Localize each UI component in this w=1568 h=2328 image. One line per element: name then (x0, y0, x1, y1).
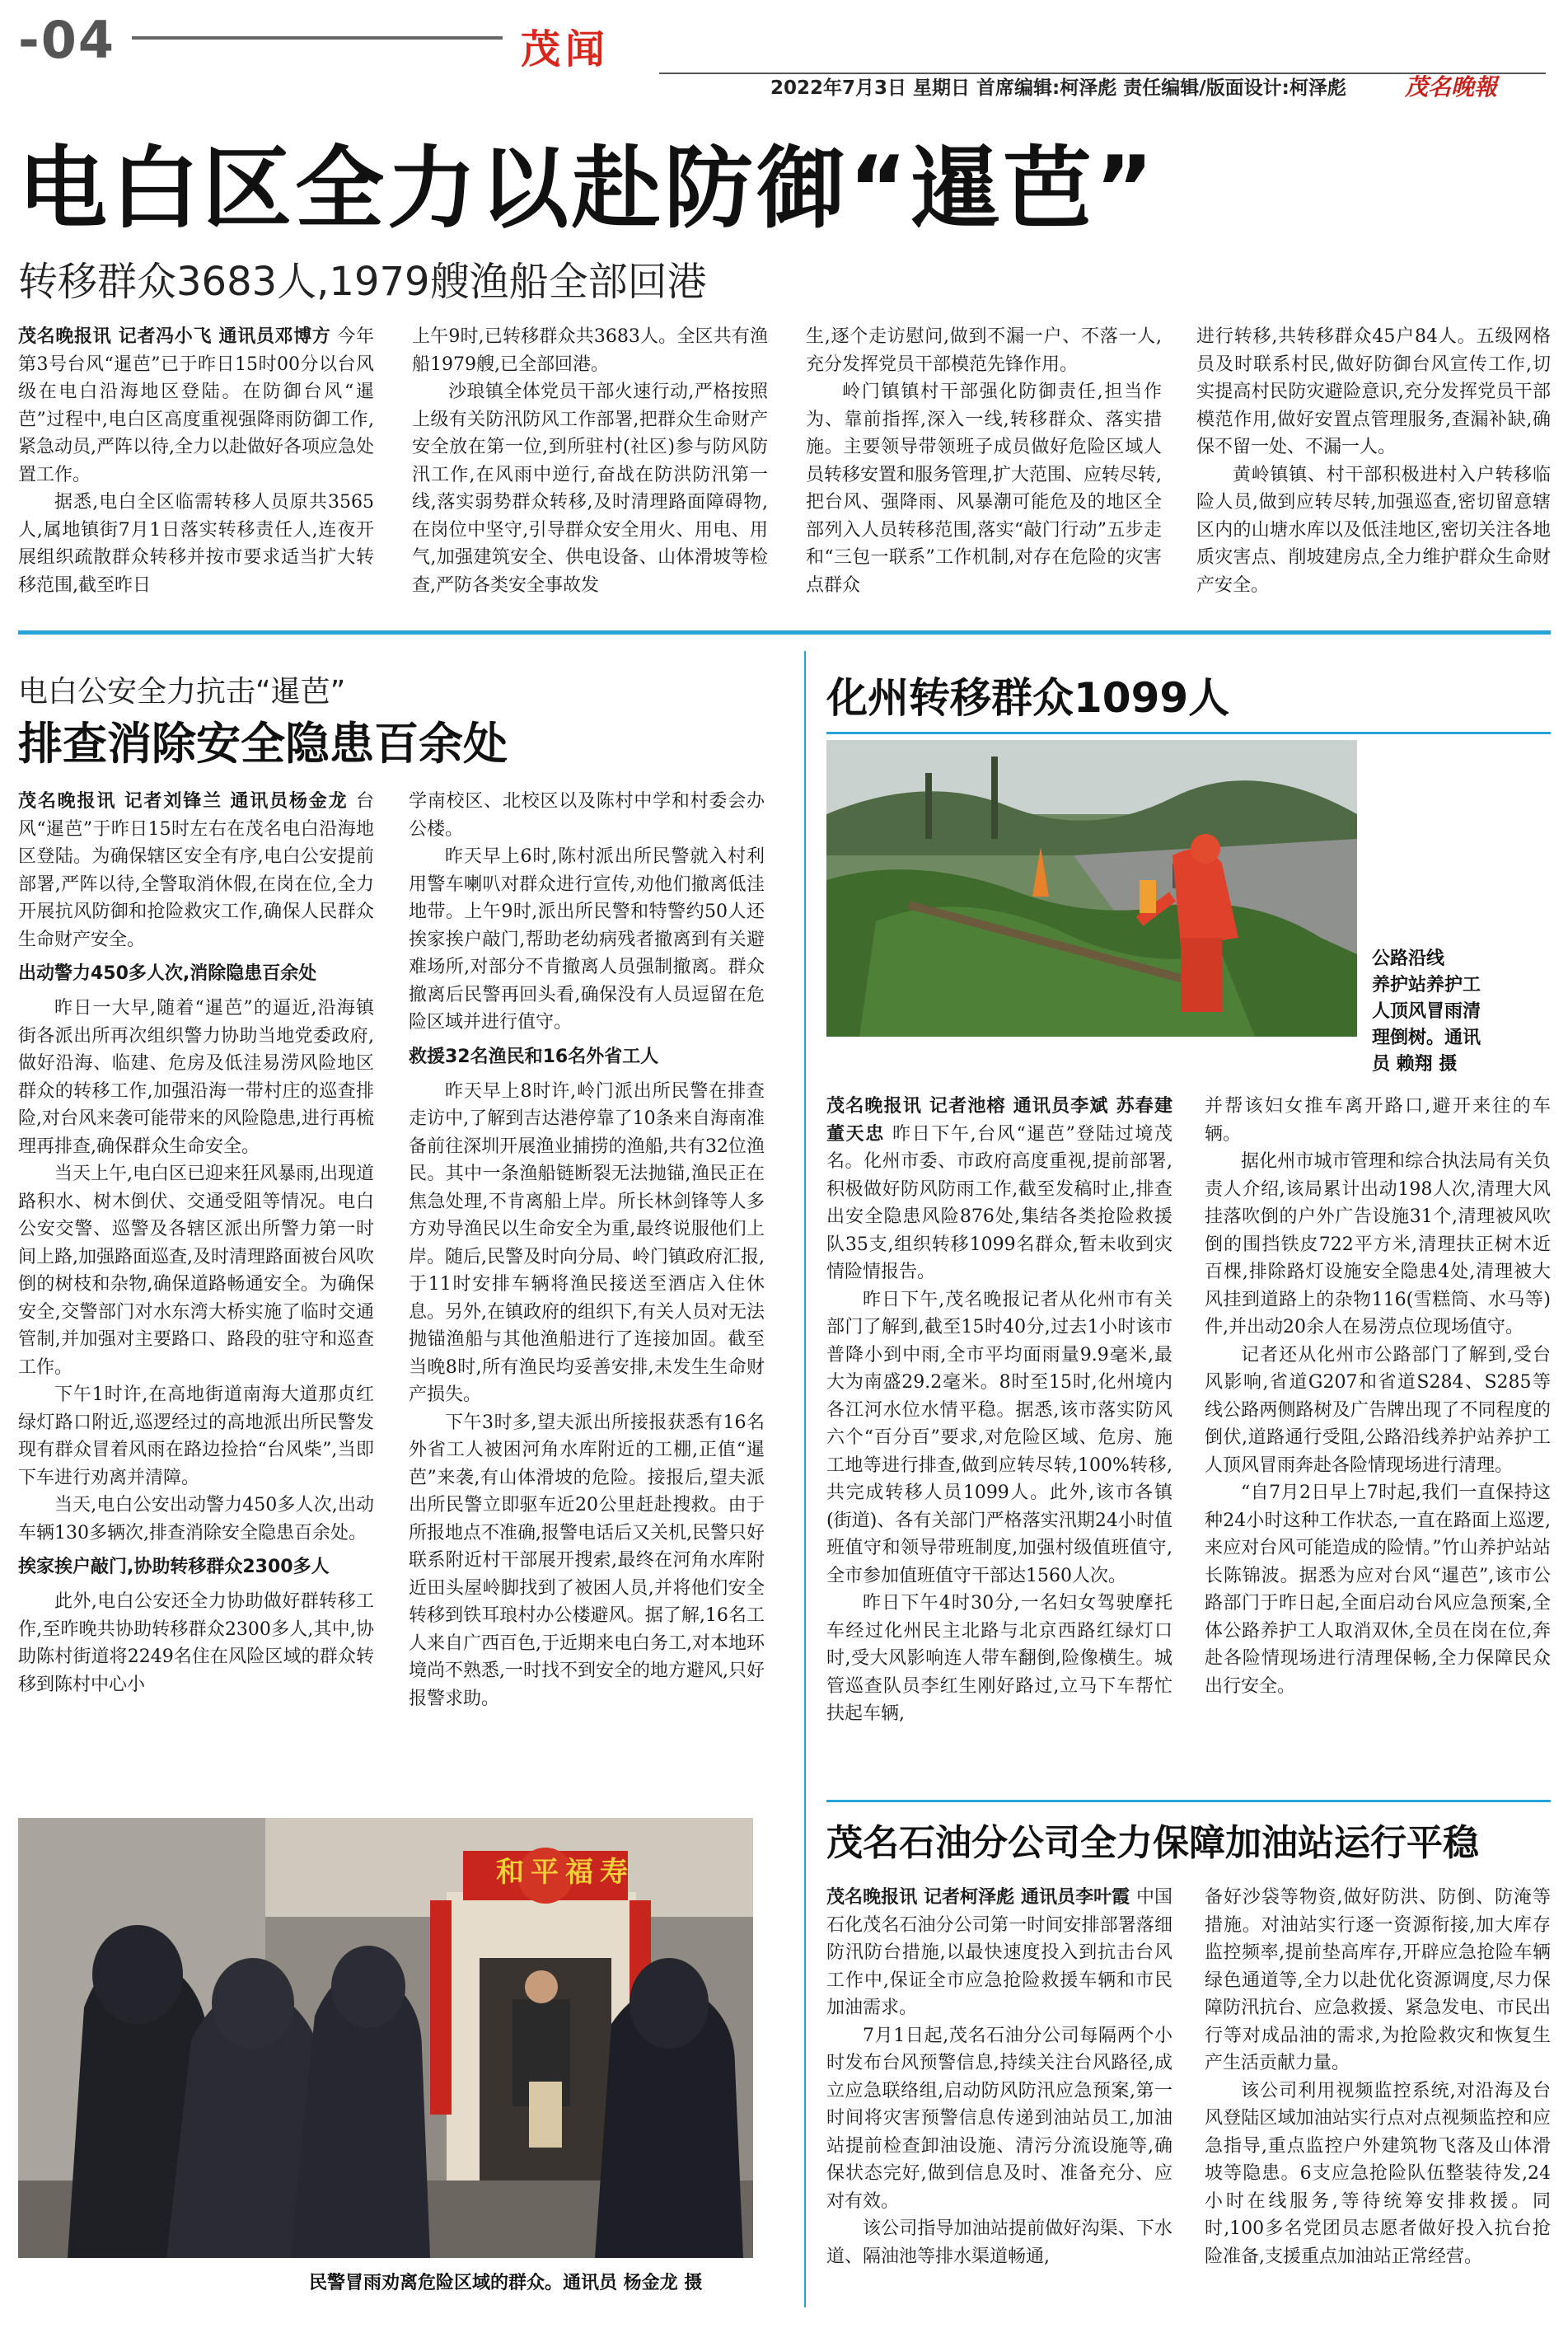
lead-col3-p2: 岭门镇镇村干部强化防御责任,担当作为、靠前指挥,深入一线,转移群众、落实措施。主要领导带领班子成员做好危险区域人员转移安置和服务管理,扩大范围、应转尽转,把台风、强降雨、风暴潮可能危及的地区全部列入人员转移范围,落实“敲门行动”五步走和“三包一联系”工作机制,对存在危险的灾害点群众 (806, 382, 1162, 596)
huazhou-photo-caption (1372, 946, 1553, 1078)
huazhou-caption-line-1: 公路沿线 (1372, 949, 1445, 969)
police-column-1 (18, 788, 374, 1801)
petro-headline: 茂名石油分公司全力保障加油站运行平稳 (826, 1822, 1479, 1864)
paragraph: 此外,电白公安还全力协助做好群转移工作,至昨晚共协助转移群众2300多人,其中,协助陈村街道将2249名住在风险区域的群众转移到陈村中心小 (18, 1591, 374, 1695)
paragraph: 当天,电白公安出动警力450多人次,出动车辆130多辆次,排查消除安全隐患百余处。 (18, 1495, 374, 1543)
paper-logo: 茂名晚報 (1405, 73, 1498, 101)
lead-col4-p1: 进行转移,共转移群众45户84人。五级网格员及时联系村民,做好防御台风宣传工作,切实提高村民防灾避险意识,充分发挥党员干部模范作用,做好安置点管理服务,查漏补缺,确保不留一处、不漏一人。 (1196, 326, 1551, 457)
lead-col3-p1: 生,逐个走访慰问,做到不漏一户、不落一人,充分发挥党员干部模范先锋作用。 (806, 326, 1162, 375)
police-photo-caption: 民警冒雨劝离危险区域的群众。通讯员 杨金龙 摄 (309, 2273, 703, 2293)
paragraph: 据化州市城市管理和综合执法局有关负责人介绍,该局累计出动198人次,清理大风挂落吹倒的户外广告设施31个,清理被风吹倒的围挡铁皮722平方米,清理扶正树木近百棵,排除路灯设施安全隐患4处,清理被大风挂到道路上的杂物116(雪糕筒、水马等)件,并出动20余人在易涝点位现场值守。 (1205, 1151, 1551, 1337)
poster-char-1: 和 (496, 1856, 524, 1889)
police-photo-illustration (18, 1818, 753, 2258)
huazhou-headline: 化州转移群众1099人 (826, 674, 1230, 722)
paragraph: 下午1时许,在高地街道南海大道那贞红绿灯路口附近,巡逻经过的高地派出所民警发现有群众冒着风雨在路边捡拾“台风柴”,当即下车进行劝离并清障。 (18, 1384, 374, 1488)
subheading: 挨家挨户敲门,协助转移群众2300多人 (18, 1557, 330, 1577)
paragraph: 昨日下午4时30分,一名妇女驾驶摩托车经过化州民主北路与北京西路红绿灯口时,受大风影响连人带车翻倒,险像横生。城管巡查队员李红生刚好路过,立马下车帮忙扶起车辆, (826, 1593, 1172, 1724)
column-divider (804, 651, 806, 2307)
police-column-2 (409, 788, 765, 1801)
petro-column-1 (826, 1884, 1172, 2312)
date-info: 2022年7月3日 星期日 首席编辑:柯泽彪 责任编辑/版面设计:柯泽彪 (770, 77, 1346, 99)
huazhou-photo-illustration (826, 740, 1357, 1037)
lead-column-1 (18, 323, 374, 610)
subheading: 救援32名渔民和16名外省工人 (409, 1046, 659, 1067)
paragraph: 并帮该妇女推车离开路口,避开来往的车辆。 (1205, 1096, 1551, 1145)
lead-headline: 电白区全力以赴防御“暹芭” (18, 138, 1157, 241)
lead-col2-p1: 上午9时,已转移群众共3683人。全区共有渔船1979艘,已全部回港。 (412, 326, 768, 375)
poster-char-2: 平 (531, 1856, 559, 1889)
section-name: 茂闻 (521, 26, 611, 73)
police-headline: 排查消除安全隐患百余处 (18, 718, 508, 770)
huazhou-caption-line-4: 理倒树。通讯 (1372, 1028, 1481, 1048)
paragraph: 7月1日起,茂名石油分公司每隔两个小时发布台风预警信息,持续关注台风路径,成立应急联络组,启动防风防汛应急预案,第一时间将灾害预警信息传递到油站员工,加油站提前检查卸油设施、清污分流设施等,确保状态完好,做到信息及时、准备充分、应对有效。 (826, 2025, 1172, 2212)
paragraph: 昨日下午,茂名晚报记者从化州市有关部门了解到,截至15时40分,过去1小时该市普降小到中雨,全市平均面雨量9.9毫米,最大为南盛29.2毫米。8时至15时,化州境内各江河水位水情平稳。据悉,该市落实防风六个“百分百”要求,对危险区域、危房、施工地等进行排查,做到应转尽转,100%转移,共完成转移人员1099人。此外,该市各镇(街道)、各有关部门严格落实汛期24小时值班值守和领导带班制度,加强村级值班值守,全市参加值班值守干部达1560人次。 (826, 1289, 1172, 1586)
petro-column-2 (1205, 1884, 1551, 2312)
paragraph: 昨天早上8时许,岭门派出所民警在排查走访中,了解到吉达港停靠了10条来自海南准备前往深圳开展渔业捕捞的渔船,共有32位渔民。其中一条渔船链断裂无法抛锚,渔民正在焦急处理,不肯离船上岸。所长林剑锋等人多方劝导渔民以生命安全为重,最终说服他们上岸。随后,民警及时向分局、岭门镇政府汇报,于11时安排车辆将渔民接送至酒店入住休息。另外,在镇政府的组织下,有关人员对无法抛锚渔船与其他渔船进行了连接加固。截至当晚8时,所有渔民均妥善安排,未发生生命财产损失。 (409, 1080, 765, 1405)
police-photo (18, 1818, 753, 2258)
lead-col2-p2: 沙琅镇全体党员干部火速行动,严格按照上级有关防汛防风工作部署,把群众生命财产安全放在第一位,到所驻村(社区)参与防风防汛工作,在风雨中逆行,奋战在防洪防汛第一线,落实弱势群众转移,及时清理路面障碍物,在岗位中坚守,引导群众安全用火、用电、用气,加强建筑安全、供电设备、山体滑坡等检查,严防各类安全事故发 (412, 382, 768, 596)
paragraph: “自7月2日早上7时起,我们一直保持这种24小时这种工作状态,一直在路面上巡逻,来应对台风可能造成的险情。”竹山养护站站长陈锦波。据悉为应对台风“暹芭”,该市公路部门于昨日起,全面启动台风应急预案,全体公路养护工人取消双休,全员在岗在位,奔赴各险情现场进行清理保畅,全力保障民众出行安全。 (1205, 1483, 1551, 1697)
paragraph (826, 1884, 1172, 2022)
lead-subhead: 转移群众3683人,1979艘渔船全部回港 (18, 259, 707, 305)
huazhou-column-2 (1205, 1093, 1551, 1785)
paragraph (18, 788, 374, 953)
lead-column-2 (412, 323, 768, 610)
lead-column-3 (806, 323, 1162, 610)
poster-char-4: 寿 (600, 1856, 628, 1889)
paragraph: 学南校区、北校区以及陈村中学和村委会办公楼。 (409, 791, 765, 840)
paragraph: 记者还从化州市公路部门了解到,受台风影响,省道G207和省道S284、S285等线公路两侧路树及广告牌出现了不同程度的倒伏,道路通行受阻,公路沿线养护站养护工人顶风冒雨奔赴各险情现场进行清理。 (1205, 1344, 1551, 1476)
huazhou-column-1 (826, 1093, 1172, 1785)
huazhou-photo (826, 740, 1357, 1037)
header-rule-left (132, 36, 503, 40)
paragraph: 备好沙袋等物资,做好防洪、防倒、防淹等措施。对油站实行逐一资源衔接,加大库存监控频率,提前垫高库存,开辟应急抢险车辆绿色通道等,全力以赴优化资源调度,尽力保障防汛抗台、应急救援、紧急发电、市民出行等对成品油的需求,为抢险救灾和恢复生产生活贡献力量。 (1205, 1887, 1551, 2073)
byline: 茂名晚报讯 记者池榕 通讯员李斌 苏春建 董天忠 (826, 1096, 1172, 1145)
huazhou-caption-line-5: 员 赖翔 摄 (1372, 1054, 1458, 1075)
lead-divider (18, 630, 1551, 635)
paragraph-text: 中国石化茂名石油分公司第一时间安排部署落细防汛防台措施,以最快速度投入到抗击台风工作中,保证全市应急抢险救援车辆和市民加油需求。 (826, 1887, 1172, 2018)
paragraph-text: 昨日下午,台风“暹芭”登陆过境茂名。化州市委、市政府高度重视,提前部署,积极做好防风防雨工作,截至发稿时止,排查出安全隐患风险876处,集结各类抢险救援队35支,组织转移1099名群众,暂未收到灾情险情报告。 (826, 1123, 1172, 1282)
byline: 茂名晚报讯 记者刘锋兰 通讯员杨金龙 (18, 791, 356, 812)
lead-col1-p2: 据悉,电白全区临需转移人员原共3565人,属地镇街7月1日落实转移责任人,连夜开展组织疏散群众转移并按市要求适当扩大转移范围,截至昨日 (18, 492, 374, 596)
lead-byline: 茂名晚报讯 记者冯小飞 通讯员邓博方 (18, 326, 331, 347)
petro-top-rule (826, 1800, 1551, 1802)
poster-char-3: 福 (565, 1856, 593, 1889)
byline: 茂名晚报讯 记者柯泽彪 通讯员李叶霞 (826, 1887, 1136, 1908)
lead-col4-p2: 黄岭镇镇、村干部积极进村入户转移临险人员,做到应转尽转,加强巡查,密切留意辖区内的山塘水库以及低洼地区,密切关注各地质灾害点、削坡建房点,全力维护群众生命财产安全。 (1196, 464, 1551, 596)
huazhou-caption-line-2: 养护站养护工 (1372, 975, 1481, 995)
page-number: -04 (18, 10, 116, 70)
subheading: 出动警力450多人次,消除隐患百余处 (18, 963, 317, 984)
paragraph: 昨日一大早,随着“暹芭”的逼近,沿海镇街各派出所再次组织警力协助当地党委政府,做好沿海、临建、危房及低洼易涝风险地区群众的转移工作,加强沿海一带村庄的巡查排险,对台风来袭可能带来的风险隐患,进行再梳理再排查,确保群众生命安全。 (18, 998, 374, 1157)
paragraph: 下午3时多,望夫派出所接报获悉有16名外省工人被困河角水库附近的工棚,正值“暹芭”来袭,有山体滑坡的危险。接报后,望夫派出所民警立即驱车近20公里赶赴搜救。由于所报地点不准确,报警电话后又关机,民警只好联系附近村干部展开搜索,最终在河角水库附近田头屋岭脚找到了被困人员,并将他们安全转移到铁耳琅村办公楼避风。据了解,16名工人来自广西百色,于近期来电白务工,对本地环境尚不熟悉,一时找不到安全的地方避风,只好报警求助。 (409, 1412, 765, 1709)
paragraph-text: 台风“暹芭”于昨日15时左右在茂名电白沿海地区登陆。为确保辖区安全有序,电白公安提前部署,严阵以待,全警取消休假,在岗在位,全力开展抗风防御和抢险救灾工作,确保人民群众生命财产安全。 (18, 791, 374, 950)
paragraph: 该公司指导加油站提前做好沟渠、下水道、隔油池等排水渠道畅通, (826, 2218, 1172, 2267)
paragraph: 当天上午,电白区已迎来狂风暴雨,出现道路积水、树木倒伏、交通受阻等情况。电白公安交警、巡警及各辖区派出所警力第一时间上路,加强路面巡查,及时清理路面被台风吹倒的树枝和杂物,确保道路畅通安全。为确保安全,交警部门对水东湾大桥实施了临时交通管制,并加强对主要路口、路段的驻守和巡查工作。 (18, 1164, 374, 1378)
paragraph (826, 1093, 1172, 1286)
paragraph: 昨天早上6时,陈村派出所民警就入村利用警车喇叭对群众进行宣传,劝他们撤离低洼地带。上午9时,派出所民警和特警约50人还挨家挨户敲门,帮助老幼病残者撤离到有关避难场所,对部分不肯撤离人员强制撤离。群众撤离后民警再回头看,确保没有人员逗留在危险区域并进行值守。 (409, 846, 765, 1033)
lead-col1-p1: 今年第3号台风“暹芭”已于昨日15时00分以台风级在电白沿海地区登陆。在防御台风“暹芭”过程中,电白区高度重视强降雨防御工作,紧急动员,严阵以待,全力以赴做好各项应急处置工作。 (18, 326, 374, 485)
lead-column-4 (1196, 323, 1551, 610)
huazhou-underline (826, 732, 1551, 734)
police-kicker: 电白公安全力抗击“暹芭” (18, 675, 346, 709)
huazhou-caption-line-3: 人顶风冒雨清 (1372, 1001, 1481, 1022)
paragraph: 该公司利用视频监控系统,对沿海及台风登陆区域加油站实行点对点视频监控和应急指导,重点监控户外建筑物飞落及山体滑坡等隐患。6支应急抢险队伍整装待发,24小时在线服务,等待统筹安排救援。同时,100多名党团员志愿者做好投入抗台抢险准备,支援重点加油站正常经营。 (1205, 2080, 1551, 2267)
